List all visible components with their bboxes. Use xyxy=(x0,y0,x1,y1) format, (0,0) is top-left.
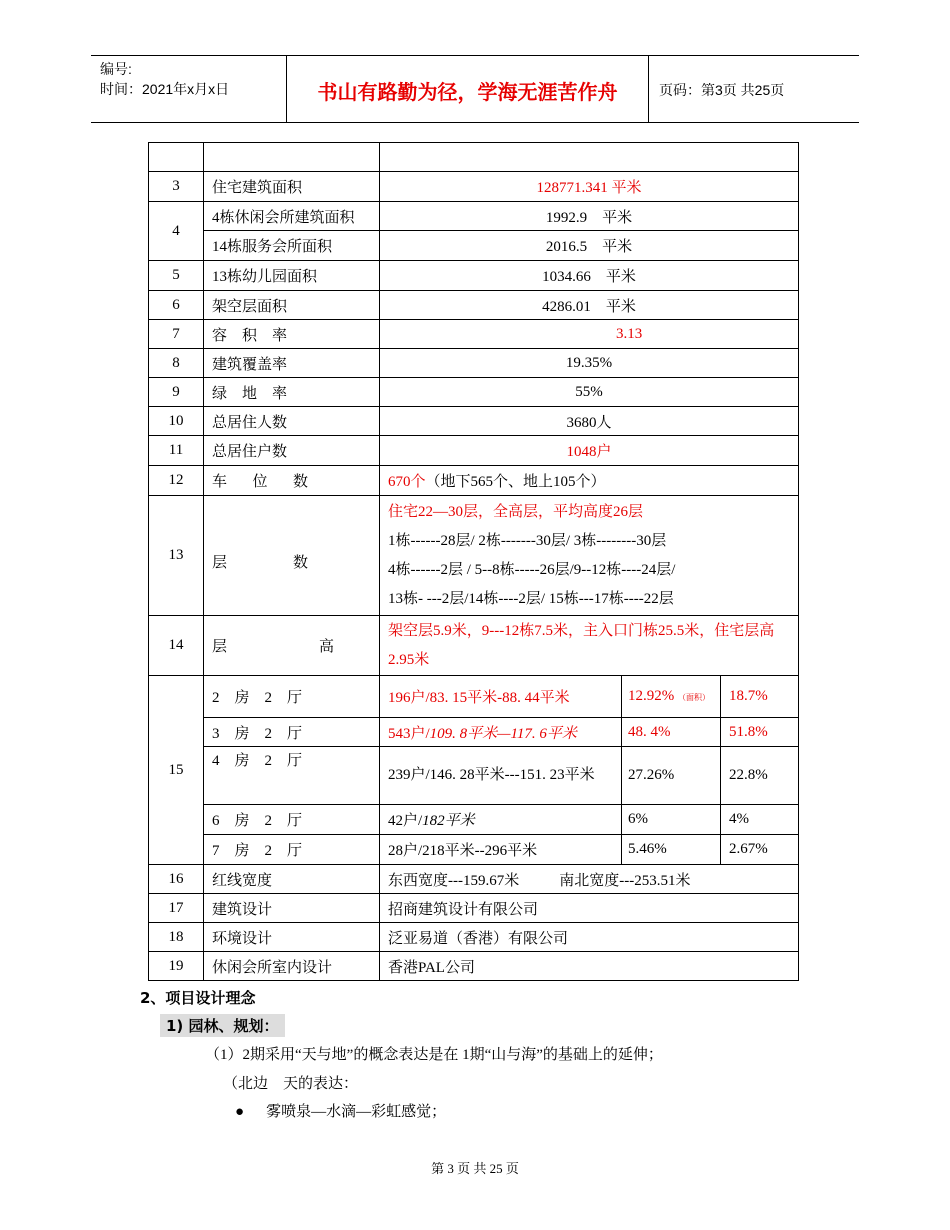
row-value: 55% xyxy=(380,378,799,407)
unit-pct-a: 6% xyxy=(622,805,721,835)
row-label: 绿 地 率 xyxy=(204,378,380,407)
filled-circle-bullet-icon: ● xyxy=(235,1104,245,1120)
row-label xyxy=(204,616,380,676)
table-row xyxy=(149,378,799,407)
row-number: 14 xyxy=(149,616,204,676)
row-value: 128771.341 平米 xyxy=(380,172,799,202)
row-label: 红线宽度 xyxy=(204,865,380,894)
bullet-text: 雾喷泉—水滴—彩虹感觉； xyxy=(266,1104,447,1120)
row-number: 12 xyxy=(149,466,204,496)
subsection-heading: 1) 园林、规划： xyxy=(160,1014,285,1037)
table-row xyxy=(149,616,799,676)
row-value: 1992.9 平米 xyxy=(380,202,799,231)
table-row xyxy=(149,923,799,952)
section-heading: 2、项目设计理念 xyxy=(140,989,256,1007)
row-number: 13 xyxy=(149,496,204,616)
unit-pct-a xyxy=(622,676,721,718)
unit-pct-a: 48. 4% xyxy=(622,718,721,747)
header-divider xyxy=(648,56,649,122)
table-row xyxy=(149,718,799,747)
row-label: 4栋休闲会所建筑面积 xyxy=(204,202,380,231)
row-label: 容 积 率 xyxy=(204,320,380,349)
row-value xyxy=(380,466,799,496)
row-number: 6 xyxy=(149,291,204,320)
label-part: 层 xyxy=(212,555,228,571)
table-row xyxy=(149,261,799,291)
table-row xyxy=(149,202,799,231)
label-part: 数 xyxy=(292,474,308,490)
paragraph: （1）2期采用“天与地”的概念表达是在 1期“山与海”的基础上的延伸； xyxy=(205,1047,663,1063)
row-label: 架空层面积 xyxy=(204,291,380,320)
value-highlight: 670个 xyxy=(388,474,426,490)
row-value: 架空层5.9米，9---12栋7.5米，主入口门栋25.5米，住宅层高2.95米 xyxy=(380,616,799,676)
row-value: 1034.66 平米 xyxy=(380,261,799,291)
table-row xyxy=(149,231,799,261)
unit-pct-a: 27.26% xyxy=(622,747,721,805)
unit-count xyxy=(380,805,622,835)
page-footer: 第 3 页 共 25 页 xyxy=(431,1161,519,1176)
row-label: 总居住户数 xyxy=(204,436,380,466)
table-row xyxy=(149,291,799,320)
unit-pct-b: 22.8% xyxy=(721,747,799,805)
value-text: （地下565个、地上105个） xyxy=(425,474,606,490)
table-row xyxy=(149,865,799,894)
unit-type: 3 房 2 厅 xyxy=(204,718,380,747)
row-number: 11 xyxy=(149,436,204,466)
row-label: 13栋幼儿园面积 xyxy=(204,261,380,291)
unit-pct-b: 51.8% xyxy=(721,718,799,747)
value-line: 1栋------28层/ 2栋-------30层/ 3栋--------30层 xyxy=(388,532,667,549)
row-value: 香港PAL公司 xyxy=(380,952,799,981)
row-number: 18 xyxy=(149,923,204,952)
unit-area-text: 109. 8平米—117. 6平米 xyxy=(429,725,577,742)
unit-pct-a: 5.46% xyxy=(622,835,721,865)
pct-value: 12.92% xyxy=(628,688,675,704)
label-part: 数 xyxy=(292,555,308,571)
row-number: 19 xyxy=(149,952,204,981)
label-part: 位 xyxy=(252,474,268,490)
table-row xyxy=(149,835,799,865)
row-label: 住宅建筑面积 xyxy=(204,172,380,202)
value-line: 住宅22—30层，全高层，平均高度26层 xyxy=(388,503,644,520)
header-page-label: 页码：第3页 共25页 xyxy=(659,82,785,98)
row-number: 3 xyxy=(149,172,204,202)
row-label xyxy=(204,466,380,496)
row-number: 4 xyxy=(149,202,204,261)
table-row xyxy=(149,436,799,466)
unit-pct-b: 2.67% xyxy=(721,835,799,865)
row-value: 3.13 xyxy=(380,320,799,349)
row-number: 5 xyxy=(149,261,204,291)
bullet-item xyxy=(235,1100,446,1121)
row-value xyxy=(380,865,799,894)
header-motto: 书山有路勤为径，学海无涯苦作舟 xyxy=(317,80,618,104)
value-line: 13栋- ---2层/14栋----2层/ 15栋---17栋----22层 xyxy=(388,590,674,607)
unit-pct-b: 18.7% xyxy=(721,676,799,718)
table-row xyxy=(149,143,799,172)
value-text: 东西宽度---159.67米 xyxy=(388,872,520,889)
time-label: 时间：2021年x月x日 xyxy=(100,81,230,97)
unit-count-text: 42户/ xyxy=(388,813,423,829)
row-number: 17 xyxy=(149,894,204,923)
row-label: 建筑设计 xyxy=(204,894,380,923)
unit-type: 2 房 2 厅 xyxy=(204,676,380,718)
value-text: 南北宽度---253.51米 xyxy=(559,872,691,889)
row-value: 19.35% xyxy=(380,349,799,378)
row-label: 总居住人数 xyxy=(204,407,380,436)
row-label: 建筑覆盖率 xyxy=(204,349,380,378)
unit-count: 28户/218平米--296平米 xyxy=(380,835,622,865)
label-part: 高 xyxy=(318,639,334,655)
pct-note: （面积） xyxy=(678,693,710,702)
label-part: 层 xyxy=(212,639,228,655)
unit-pct-b: 4% xyxy=(721,805,799,835)
table-row xyxy=(149,676,799,718)
code-label: 编号: xyxy=(100,61,132,77)
unit-count: 239户/146. 28平米---151. 23平米 xyxy=(380,747,622,805)
value-line: 4栋------2层 / 5--8栋-----26层/9--12栋----24层/ xyxy=(388,561,676,578)
row-value: 泛亚易道（香港）有限公司 xyxy=(380,923,799,952)
table-row xyxy=(149,894,799,923)
table-row xyxy=(149,466,799,496)
row-number: 8 xyxy=(149,349,204,378)
row-label: 14栋服务会所面积 xyxy=(204,231,380,261)
table-row xyxy=(149,496,799,616)
table-row xyxy=(149,747,799,805)
row-value: 招商建筑设计有限公司 xyxy=(380,894,799,923)
row-number: 9 xyxy=(149,378,204,407)
table-row xyxy=(149,952,799,981)
label-part: 车 xyxy=(212,474,228,490)
table-row xyxy=(149,349,799,378)
row-value: 4286.01 平米 xyxy=(380,291,799,320)
unit-count-text: 543户/ xyxy=(388,725,430,742)
unit-count: 196户/83. 15平米-88. 44平米 xyxy=(380,676,622,718)
unit-area-text: 182平米 xyxy=(422,813,475,829)
row-number: 10 xyxy=(149,407,204,436)
row-number: 7 xyxy=(149,320,204,349)
row-value: 1048户 xyxy=(380,436,799,466)
table-row xyxy=(149,172,799,202)
table-row xyxy=(149,805,799,835)
row-number: 15 xyxy=(149,676,204,865)
row-value xyxy=(380,496,799,616)
page-header xyxy=(91,55,859,123)
unit-type: 4 房 2 厅 xyxy=(204,747,380,805)
row-value: 2016.5 平米 xyxy=(380,231,799,261)
row-label: 环境设计 xyxy=(204,923,380,952)
row-label: 休闲会所室内设计 xyxy=(204,952,380,981)
project-data-table xyxy=(148,142,799,981)
row-label xyxy=(204,496,380,616)
table-row xyxy=(149,320,799,349)
table-row xyxy=(149,407,799,436)
row-value: 3680人 xyxy=(380,407,799,436)
unit-type: 7 房 2 厅 xyxy=(204,835,380,865)
header-meta xyxy=(100,59,229,99)
unit-type: 6 房 2 厅 xyxy=(204,805,380,835)
unit-count xyxy=(380,718,622,747)
paragraph: （北边 天的表达： xyxy=(223,1076,359,1092)
row-number: 16 xyxy=(149,865,204,894)
